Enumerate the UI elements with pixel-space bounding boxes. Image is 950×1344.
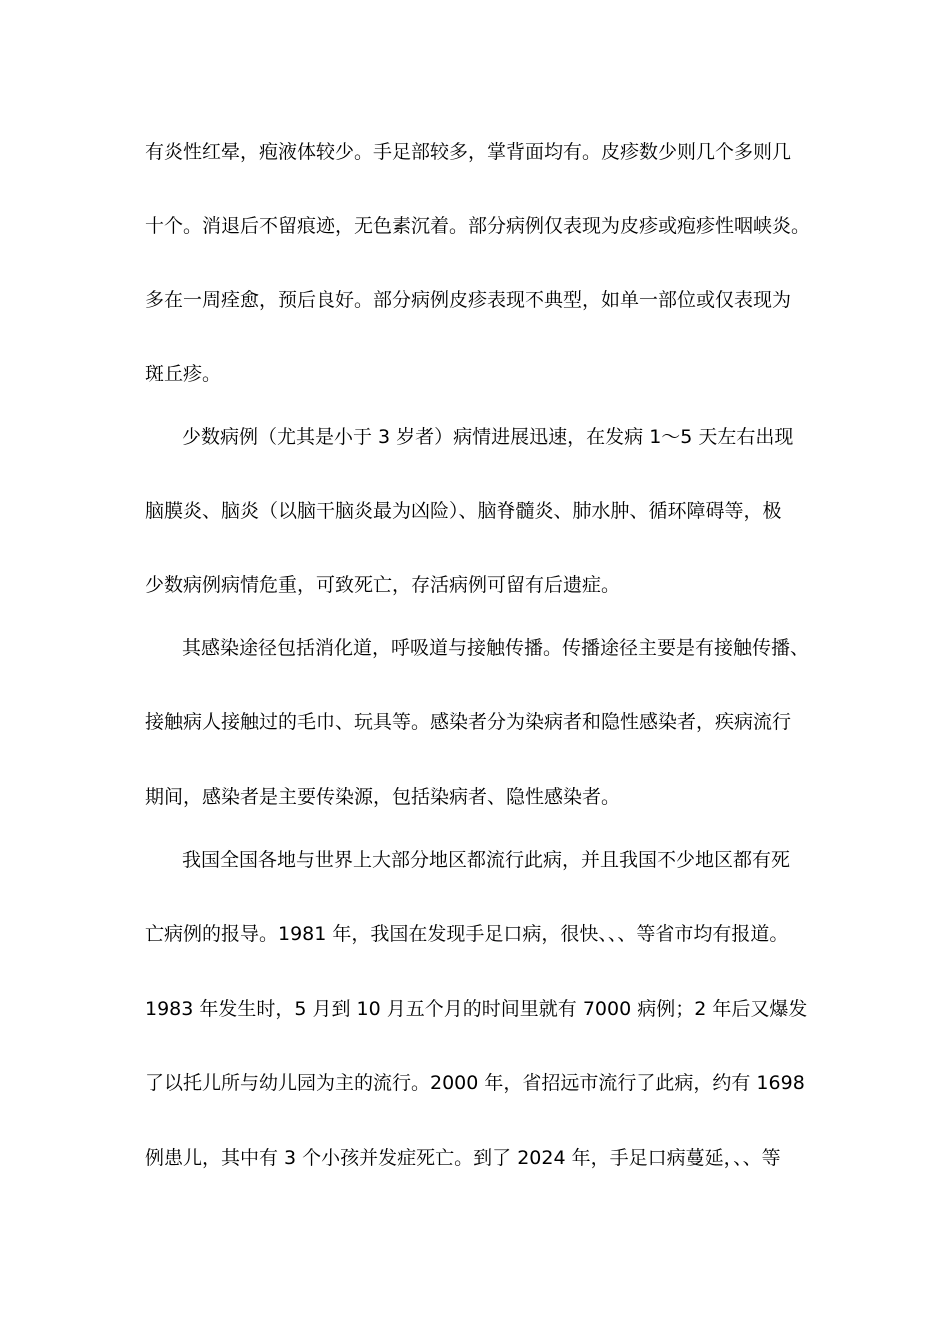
text-line: 脑膜炎、脑炎（以脑干脑炎最为凶险）、脑脊髓炎、肺水肿、循环障碍等，极 [145,500,782,522]
paragraph-first-line: 我国全国各地与世界上大部分地区都流行此病，并且我国不少地区都有死 [182,849,791,871]
text-line: 有炎性红晕，疱液体较少。手足部较多，掌背面均有。皮疹数少则几个多则几 [145,141,792,163]
text-line: 多在一周痊愈，预后良好。部分病例皮疹表现不典型，如单一部位或仅表现为 [145,289,792,311]
text-line: 1983 年发生时，5 月到 10 月五个月的时间里就有 7000 病例；2 年后又爆发 [145,998,808,1020]
paragraph-first-line: 其感染途径包括消化道，呼吸道与接触传播。传播途径主要是有接触传播、 [182,637,810,659]
text-line: 十个。消退后不留痕迹，无色素沉着。部分病例仅表现为皮疹或疱疹性咽峡炎。 [145,215,811,237]
text-line: 亡病例的报导。1981 年，我国在发现手足口病，很快、、、等省市均有报道。 [145,923,789,945]
text-line: 少数病例病情危重，可致死亡，存活病例可留有后遗症。 [145,574,621,596]
text-line: 接触病人接触过的毛巾、玩具等。感染者分为染病者和隐性感染者，疾病流行 [145,711,792,733]
text-line: 了以托儿所与幼儿园为主的流行。2000 年，省招远市流行了此病，约有 1698 [145,1072,805,1094]
text-line: 斑丘疹。 [145,363,222,385]
text-line: 期间，感染者是主要传染源，包括染病者、隐性感染者。 [145,786,621,808]
paragraph-first-line: 少数病例（尤其是小于 3 岁者）病情进展迅速，在发病 1～5 天左右出现 [182,426,794,448]
text-line: 例患儿，其中有 3 个小孩并发症死亡。到了 2024 年，手足口病蔓延，、、等 [145,1147,781,1169]
